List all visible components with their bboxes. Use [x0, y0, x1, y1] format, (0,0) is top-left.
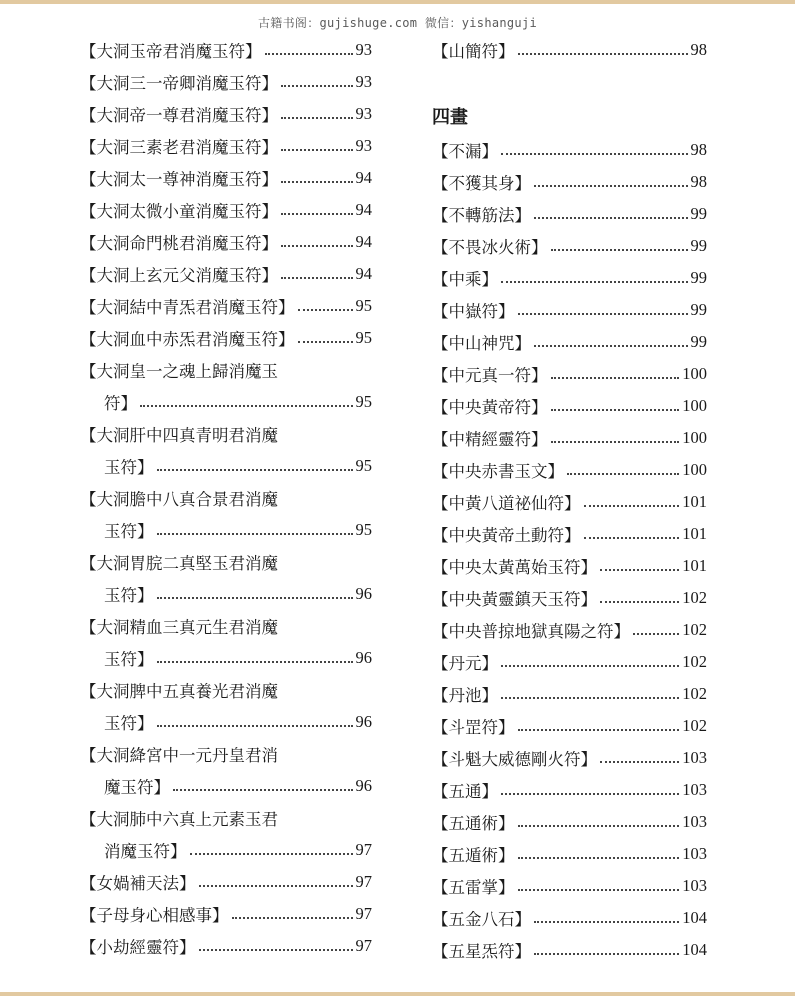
- index-entry: [80, 546, 372, 578]
- entry-page-number: 99: [690, 332, 707, 351]
- dot-leader: [551, 248, 688, 251]
- entry-page-number: 94: [355, 232, 372, 251]
- entry-page-number: 93: [355, 40, 372, 59]
- dot-leader: [518, 728, 680, 731]
- index-entry: [80, 290, 372, 322]
- entry-title: 【中嶽符】: [432, 302, 515, 321]
- entry-page-number: 100: [682, 396, 707, 415]
- entry-page-number: 96: [355, 648, 372, 667]
- entry-title: 【中央太黃萬始玉符】: [432, 558, 597, 577]
- dot-leader: [518, 312, 688, 315]
- entry-title: 【五星炁符】: [432, 942, 531, 961]
- entry-page-number: 94: [355, 200, 372, 219]
- entry-page-number: 97: [355, 840, 372, 859]
- entry-page-number: 103: [682, 812, 707, 831]
- index-entry: [80, 578, 372, 610]
- entry-title: 【中央普掠地獄真陽之符】: [432, 622, 630, 641]
- dot-leader: [584, 504, 680, 507]
- index-entry: [80, 482, 372, 514]
- entry-title: 【大洞三素老君消魔玉符】: [80, 138, 278, 157]
- dot-leader: [281, 180, 353, 183]
- entry-page-number: 99: [690, 236, 707, 255]
- entry-title: 【斗罡符】: [432, 718, 515, 737]
- entry-page-number: 99: [690, 204, 707, 223]
- index-entry: [80, 674, 372, 706]
- dot-leader: [534, 344, 688, 347]
- dot-leader: [232, 916, 353, 919]
- entry-page-number: 96: [355, 584, 372, 603]
- entry-page-number: 103: [682, 748, 707, 767]
- entry-title: 【中央黃帝土動符】: [432, 526, 581, 545]
- entry-title: 【中央黃帝符】: [432, 398, 548, 417]
- index-entry: [432, 902, 707, 934]
- dot-leader: [157, 724, 353, 727]
- entry-page-number: 97: [355, 872, 372, 891]
- dot-leader: [567, 472, 679, 475]
- dot-leader: [534, 184, 688, 187]
- top-border: [0, 0, 795, 4]
- entry-page-number: 100: [682, 428, 707, 447]
- index-entry: [432, 294, 707, 326]
- entry-title: 【中央黃靈鎮天玉符】: [432, 590, 597, 609]
- entry-title: 【大洞精血三真元生君消魔: [80, 618, 278, 637]
- entry-title: 玉符】: [104, 522, 154, 541]
- dot-leader: [501, 792, 679, 795]
- entry-title: 【不畏冰火術】: [432, 238, 548, 257]
- index-entry: [80, 706, 372, 738]
- dot-leader: [298, 308, 353, 311]
- index-column-right: [432, 34, 707, 966]
- dot-leader: [281, 276, 353, 279]
- entry-page-number: 101: [682, 492, 707, 511]
- entry-title: 【五通】: [432, 782, 498, 801]
- dot-leader: [190, 852, 353, 855]
- index-entry: [432, 454, 707, 486]
- dot-leader: [518, 888, 680, 891]
- entry-page-number: 95: [355, 520, 372, 539]
- dot-leader: [157, 468, 353, 471]
- entry-page-number: 102: [682, 684, 707, 703]
- dot-leader: [534, 952, 679, 955]
- dot-leader: [173, 788, 353, 791]
- entry-title: 【大洞三一帝卿消魔玉符】: [80, 74, 278, 93]
- entry-page-number: 99: [690, 300, 707, 319]
- entry-page-number: 103: [682, 780, 707, 799]
- dot-leader: [140, 404, 353, 407]
- index-entry: [432, 486, 707, 518]
- entry-title: 【大洞脾中五真養光君消魔: [80, 682, 278, 701]
- index-entry: [432, 806, 707, 838]
- entry-title: 【大洞肝中四真青明君消魔: [80, 426, 278, 445]
- index-entry: [432, 678, 707, 710]
- dot-leader: [501, 696, 679, 699]
- entry-page-number: 95: [355, 456, 372, 475]
- entry-page-number: 95: [355, 296, 372, 315]
- index-entry: [432, 134, 707, 166]
- entry-title: 【中元真一符】: [432, 366, 548, 385]
- entry-page-number: 98: [690, 140, 707, 159]
- entry-page-number: 95: [355, 328, 372, 347]
- entry-title: 玉符】: [104, 650, 154, 669]
- entry-title: 【不漏】: [432, 142, 498, 161]
- entry-title: 【大洞玉帝君消魔玉符】: [80, 42, 262, 61]
- dot-leader: [157, 532, 353, 535]
- index-entry: [80, 226, 372, 258]
- entry-title: 【五雷掌】: [432, 878, 515, 897]
- entry-title: 【大洞血中赤炁君消魔玉符】: [80, 330, 295, 349]
- entry-title: 玉符】: [104, 586, 154, 605]
- entry-title: 【大洞皇一之魂上歸消魔玉: [80, 362, 278, 381]
- index-entry: [80, 834, 372, 866]
- entry-page-number: 101: [682, 524, 707, 543]
- entry-page-number: 100: [682, 460, 707, 479]
- index-entry: [432, 710, 707, 742]
- index-entry: [80, 898, 372, 930]
- dot-leader: [551, 440, 680, 443]
- entry-page-number: 93: [355, 72, 372, 91]
- entry-title: 【中山神咒】: [432, 334, 531, 353]
- index-entry: [432, 934, 707, 966]
- dot-leader: [281, 244, 353, 247]
- entry-title: 【不獲其身】: [432, 174, 531, 193]
- dot-leader: [534, 920, 679, 923]
- entry-page-number: 93: [355, 136, 372, 155]
- entry-title: 【中黃八道祕仙符】: [432, 494, 581, 513]
- dot-leader: [501, 152, 688, 155]
- entry-page-number: 94: [355, 264, 372, 283]
- index-entry: [432, 518, 707, 550]
- entry-title: 【大洞膽中八真合景君消魔: [80, 490, 278, 509]
- dot-leader: [600, 568, 679, 571]
- index-entry: [432, 326, 707, 358]
- dot-leader: [584, 536, 680, 539]
- index-entry: [432, 422, 707, 454]
- index-entry: [432, 34, 707, 66]
- entry-title: 玉符】: [104, 458, 154, 477]
- entry-title: 【山簡符】: [432, 42, 515, 61]
- index-entry: [432, 774, 707, 806]
- entry-title: 【五通術】: [432, 814, 515, 833]
- entry-page-number: 104: [682, 908, 707, 927]
- index-entry: [432, 166, 707, 198]
- dot-leader: [518, 856, 680, 859]
- dot-leader: [551, 376, 680, 379]
- index-entry: [80, 322, 372, 354]
- dot-leader: [633, 632, 679, 635]
- dot-leader: [518, 824, 680, 827]
- entry-title: 【大洞胃脘二真堅玉君消魔: [80, 554, 278, 573]
- index-entry: [80, 258, 372, 290]
- entry-page-number: 97: [355, 904, 372, 923]
- index-entry: [80, 610, 372, 642]
- dot-leader: [298, 340, 353, 343]
- dot-leader: [157, 596, 353, 599]
- entry-title: 【大洞帝一尊君消魔玉符】: [80, 106, 278, 125]
- dot-leader: [534, 216, 688, 219]
- index-entry: [432, 358, 707, 390]
- entry-title: 【中央赤書玉文】: [432, 462, 564, 481]
- entry-page-number: 102: [682, 716, 707, 735]
- entry-title: 符】: [104, 394, 137, 413]
- index-entry: [432, 582, 707, 614]
- entry-title: 【小劫經靈符】: [80, 938, 196, 957]
- index-column-left: [80, 34, 372, 962]
- dot-leader: [281, 212, 353, 215]
- index-entry: [80, 194, 372, 226]
- entry-title: 【大洞太一尊神消魔玉符】: [80, 170, 278, 189]
- dot-leader: [600, 760, 679, 763]
- entry-title: 【五金八石】: [432, 910, 531, 929]
- index-entry: [432, 742, 707, 774]
- entry-title: 【大洞絳宮中一元丹皇君消: [80, 746, 278, 765]
- entry-page-number: 102: [682, 588, 707, 607]
- watermark-text: 古籍书阁：gujishuge.com 微信：yishanguji: [258, 16, 537, 30]
- entry-page-number: 99: [690, 268, 707, 287]
- dot-leader: [518, 52, 688, 55]
- index-entry: [432, 550, 707, 582]
- index-entry: [80, 802, 372, 834]
- section-heading: 四畫: [432, 107, 468, 128]
- dot-leader: [551, 408, 680, 411]
- index-entry: [80, 98, 372, 130]
- index-entry: [80, 66, 372, 98]
- dot-leader: [281, 116, 353, 119]
- index-entry: [80, 354, 372, 386]
- entry-page-number: 98: [690, 172, 707, 191]
- dot-leader: [281, 148, 353, 151]
- index-entry: [80, 514, 372, 546]
- dot-leader: [199, 884, 353, 887]
- entry-title: 【中精經靈符】: [432, 430, 548, 449]
- section-spacer: [432, 66, 707, 90]
- entry-page-number: 101: [682, 556, 707, 575]
- index-entry: [432, 838, 707, 870]
- index-entry: [432, 870, 707, 902]
- entry-title: 【中乘】: [432, 270, 498, 289]
- index-entry: [80, 130, 372, 162]
- entry-page-number: 93: [355, 104, 372, 123]
- dot-leader: [157, 660, 353, 663]
- entry-title: 【丹池】: [432, 686, 498, 705]
- entry-title: 【五遁術】: [432, 846, 515, 865]
- entry-title: 【子母身心相感事】: [80, 906, 229, 925]
- dot-leader: [199, 948, 353, 951]
- index-entry: [432, 390, 707, 422]
- index-entry: [432, 614, 707, 646]
- entry-title: 消魔玉符】: [104, 842, 187, 861]
- index-entry: [80, 418, 372, 450]
- entry-title: 魔玉符】: [104, 778, 170, 797]
- entry-title: 玉符】: [104, 714, 154, 733]
- index-entry: [80, 162, 372, 194]
- index-entry: [80, 386, 372, 418]
- index-entry: [80, 866, 372, 898]
- entry-page-number: 102: [682, 620, 707, 639]
- entry-page-number: 100: [682, 364, 707, 383]
- index-entry: [432, 230, 707, 262]
- dot-leader: [265, 52, 353, 55]
- entry-title: 【斗魁大威德剛火符】: [432, 750, 597, 769]
- dot-leader: [501, 280, 688, 283]
- entry-page-number: 97: [355, 936, 372, 955]
- entry-title: 【大洞結中青炁君消魔玉符】: [80, 298, 295, 317]
- entry-page-number: 96: [355, 712, 372, 731]
- entry-title: 【女媧補天法】: [80, 874, 196, 893]
- bottom-border: [0, 992, 795, 996]
- entry-title: 【大洞肺中六真上元素玉君: [80, 810, 278, 829]
- entry-page-number: 102: [682, 652, 707, 671]
- index-entry: [80, 738, 372, 770]
- index-entry: [80, 34, 372, 66]
- index-entry: [432, 198, 707, 230]
- entry-title: 【不轉筋法】: [432, 206, 531, 225]
- entry-page-number: 103: [682, 844, 707, 863]
- entry-page-number: 104: [682, 940, 707, 959]
- index-entry: [432, 646, 707, 678]
- index-entry: [432, 262, 707, 294]
- entry-page-number: 95: [355, 392, 372, 411]
- entry-page-number: 98: [690, 40, 707, 59]
- entry-title: 【大洞太微小童消魔玉符】: [80, 202, 278, 221]
- entry-title: 【大洞上玄元父消魔玉符】: [80, 266, 278, 285]
- entry-title: 【丹元】: [432, 654, 498, 673]
- entry-page-number: 103: [682, 876, 707, 895]
- index-entry: [80, 642, 372, 674]
- index-entry: [80, 930, 372, 962]
- entry-title: 【大洞命門桃君消魔玉符】: [80, 234, 278, 253]
- entry-page-number: 96: [355, 776, 372, 795]
- dot-leader: [600, 600, 679, 603]
- index-entry: [80, 450, 372, 482]
- dot-leader: [501, 664, 679, 667]
- index-entry: [80, 770, 372, 802]
- entry-page-number: 94: [355, 168, 372, 187]
- dot-leader: [281, 84, 353, 87]
